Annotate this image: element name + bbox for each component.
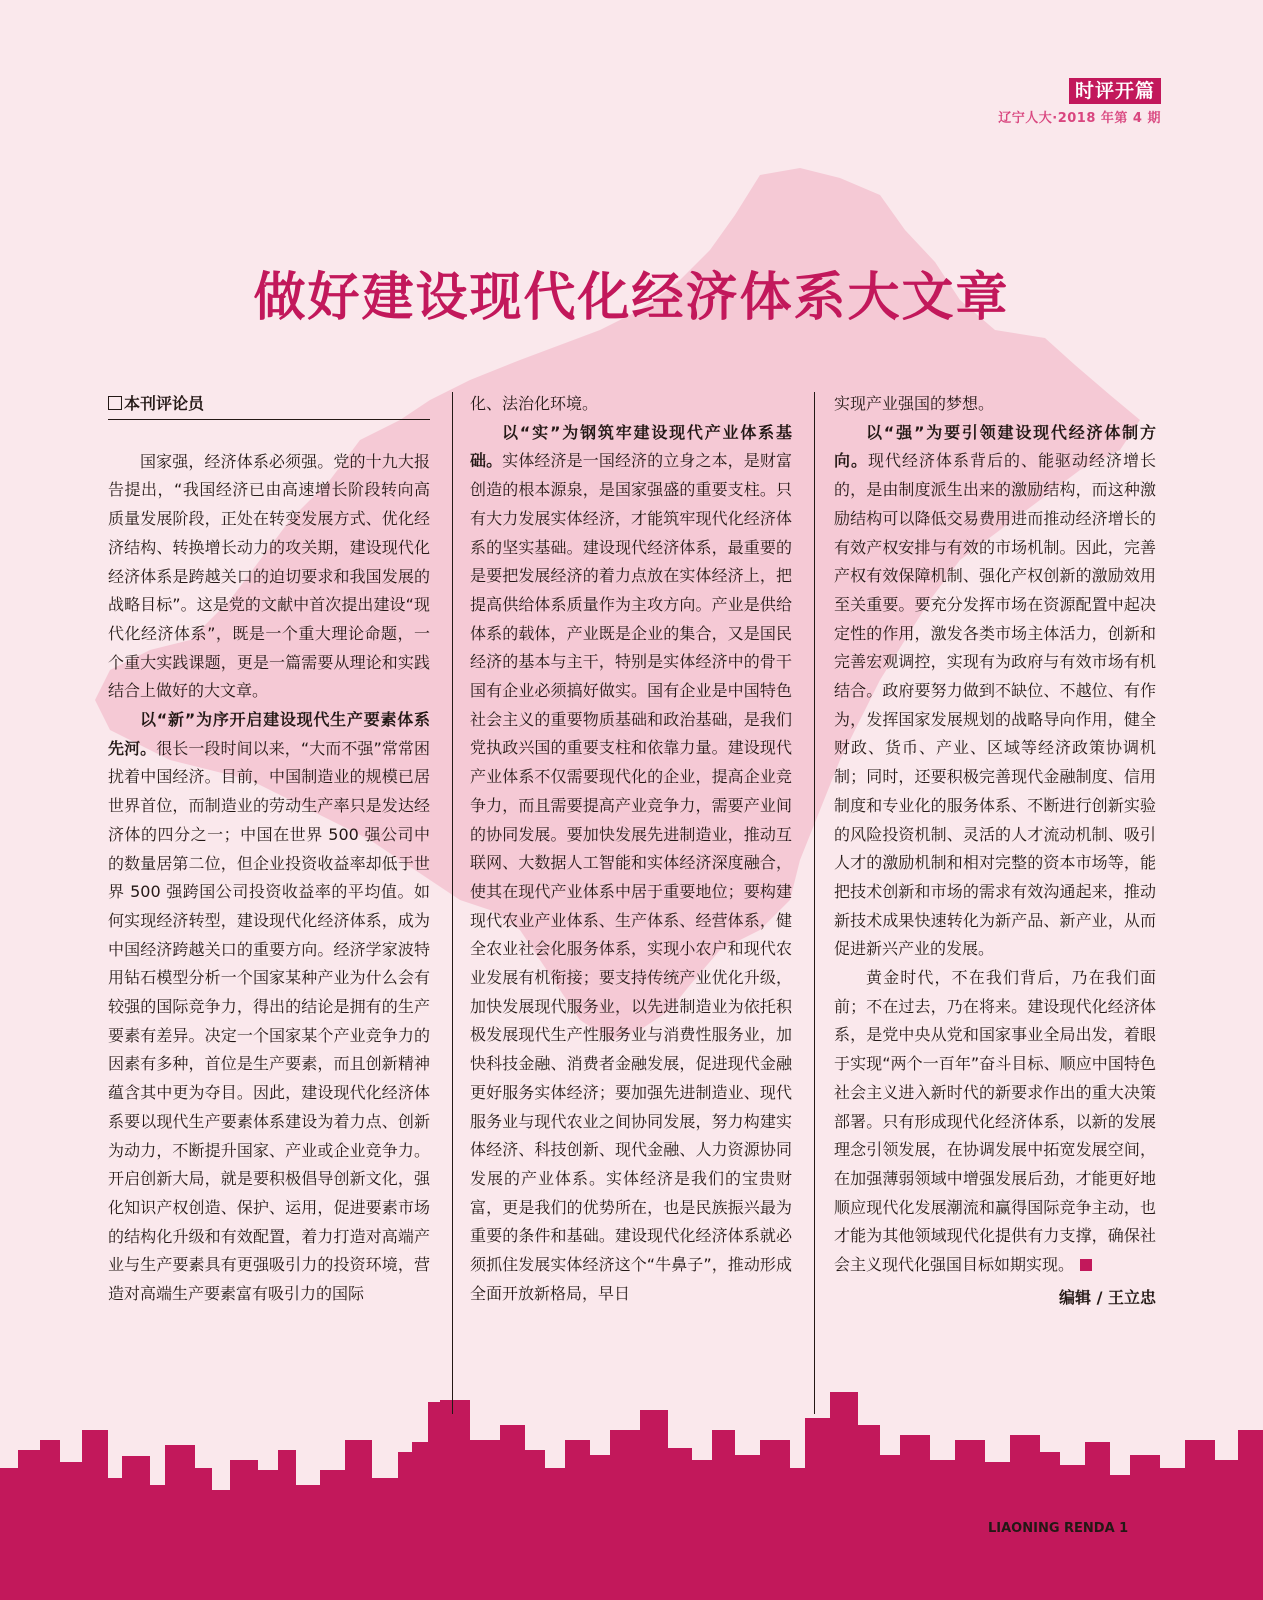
- issue-label: 辽宁人大·2018 年第 4 期: [998, 111, 1161, 126]
- paragraph: 化、法治化环境。: [470, 394, 599, 413]
- paragraph: [470, 419, 792, 1309]
- subheading: 以“强”为要引领建设现代经济体制方向。: [834, 422, 1156, 471]
- paragraph: [108, 706, 430, 1309]
- page-footer: LIAONING RENDA 1: [988, 1521, 1129, 1536]
- paragraph-text: 现代经济体系背后的、能驱动经济增长的，是由制度派生出来的激励结构，而这种激励结构可以降低交易费用进而推动经济增长的有效产权安排与有效的市场机制。因此，完善产权有效保障机制、强化产权创新的激励效用至关重要。要充分发挥市场在资源配置中起决定性的作用，激发各类市场主体活力，创新和完善宏观调控，实现有为政府与有效市场有机结合。政府要努力做到不缺位、不越位、有作为，发挥国家发展规划的战略导向作用，健全财政、货币、产业、区域等经济政策协调机制；同时，还要积极完善现代金融制度、信用制度和专业化的服务体系、不断进行创新实验的风险投资机制、灵活的人才流动机制、吸引人才的激励机制和相对完整的资本市场等，能把技术创新和市场的需求有效沟通起来，推动新技术成果快速转化为新产品、新产业，从而促进新兴产业的发展。: [834, 451, 1156, 959]
- column-3: [834, 390, 1156, 1313]
- paragraph-text: 实体经济是一国经济的立身之本，是财富创造的根本源泉，是国家强盛的重要支柱。只有大力发展实体经济，才能筑牢现代化经济体系的坚实基础。建设现代经济体系，最重要的是要把发展经济的着力点放在实体经济上，把提高供给体系质量作为主攻方向。产业是供给体系的载体，产业既是企业的集合，又是国民经济的基本与主干，特别是实体经济中的骨干国有企业必须搞好做实。国有企业是中国特色社会主义的重要物质基础和政治基础，是我们党执政兴国的重要支柱和依靠力量。建设现代产业体系不仅需要现代化的企业，提高企业竞争力，而且需要提高产业竞争力，需要产业间的协同发展。要加快发展先进制造业，推动互联网、大数据人工智能和实体经济深度融合，使其在现代产业体系中居于重要地位；要构建现代农业产业体系、生产体系、经营体系，健全农业社会化服务体系，实现小农户和现代农业发展有机衔接；要支持传统产业优化升级，加快发展现代服务业，以先进制造业为依托积极发展现代生产性服务业与消费性服务业，加快科技金融、消费者金融发展，促进现代金融更好服务实体经济；要加强先进制造业、现代服务业与现代农业之间协同发展，努力构建实体经济、科技创新、现代金融、人力资源协同发展的产业体系。实体经济是我们的宝贵财富，更是我们的优势所在，也是民族振兴最为重要的条件和基础。建设现代化经济体系就必须抓住发展实体经济这个“牛鼻子”，推动形成全面开放新格局，早日: [470, 451, 792, 1303]
- paragraph: 实现产业强国的梦想。: [834, 394, 995, 413]
- paragraph: 国家强，经济体系必须强。党的十九大报告提出，“我国经济已由高速增长阶段转向高质量发展阶段，正处在转变发展方式、优化经济结构、转换增长动力的攻关期，建设现代化经济体系是跨越关口的迫切要求和我国发展的战略目标”。这是党的文献中首次提出建设“现代化经济体系”，既是一个重大理论命题，一个重大实践课题，更是一篇需要从理论和实践结合上做好的大文章。: [108, 451, 430, 701]
- paragraph-text: 很长一段时间以来，“大而不强”常常困扰着中国经济。目前，中国制造业的规模已居世界首位，而制造业的劳动生产率只是发达经济体的四分之一；中国在世界 500 强公司中的数量居第二位，但企业投资收益率却低于世界 500 强跨国公司投资收益率的平均值。如何实现经济转型，建设现代化经济体系，成为中国经济跨越关口的重要方向。经济学家波特用钻石模型分析一个国家某种产业为什么会有较强的国际竞争力，得出的结论是拥有的生产要素有差异。决定一个国家某个产业竞争力的因素有多种，首位是生产要素，而且创新精神蕴含其中更为夺目。因此，建设现代化经济体系要以现代生产要素体系建设为着力点、创新为动力，不断提升国家、产业或企业竞争力。开启创新大局，就是要积极倡导创新文化，强化知识产权创造、保护、运用，促进要素市场的结构化升级和有效配置，着力打造对高端产业与生产要素具有更强吸引力的投资环境，营造对高端生产要素富有吸引力的国际: [108, 738, 430, 1304]
- editor-credit: 编辑 / 王立忠: [1059, 1287, 1156, 1307]
- column-divider: [814, 392, 815, 1414]
- column-divider: [452, 392, 453, 1414]
- square-icon: [108, 396, 122, 410]
- paragraph: [834, 419, 1156, 964]
- subheading: 以“实”为钢筑牢建设现代产业体系基础。: [470, 422, 792, 471]
- column-2: [470, 390, 792, 1309]
- paragraph-text: 黄金时代，不在我们背后，乃在我们面前；不在过去，乃在将来。建设现代化经济体系，是党中央从党和国家事业全局出发，着眼于实现“两个一百年”奋斗目标、顺应中国特色社会主义进入新时代的新要求作出的重大决策部署。只有形成现代化经济体系，以新的发展理念引领发展，在协调发展中拓宽发展空间，在加强薄弱领域中增强发展后劲，才能更好地顺应现代化发展潮流和赢得国际竞争主动，也才能为其他领域现代化提供有力支撑，确保社会主义现代化强国目标如期实现。: [834, 968, 1156, 1275]
- section-tag: 时评开篇: [1069, 78, 1161, 104]
- end-mark-icon: [1080, 1259, 1092, 1271]
- subheading: 以“新”为序开启建设现代生产要素体系先河。: [108, 710, 430, 758]
- article-title: 做好建设现代化经济体系大文章: [253, 268, 1010, 328]
- paragraph: [834, 964, 1156, 1280]
- author-name: 本刊评论员: [124, 394, 205, 413]
- column-1: [108, 390, 430, 1309]
- byline: [108, 390, 430, 420]
